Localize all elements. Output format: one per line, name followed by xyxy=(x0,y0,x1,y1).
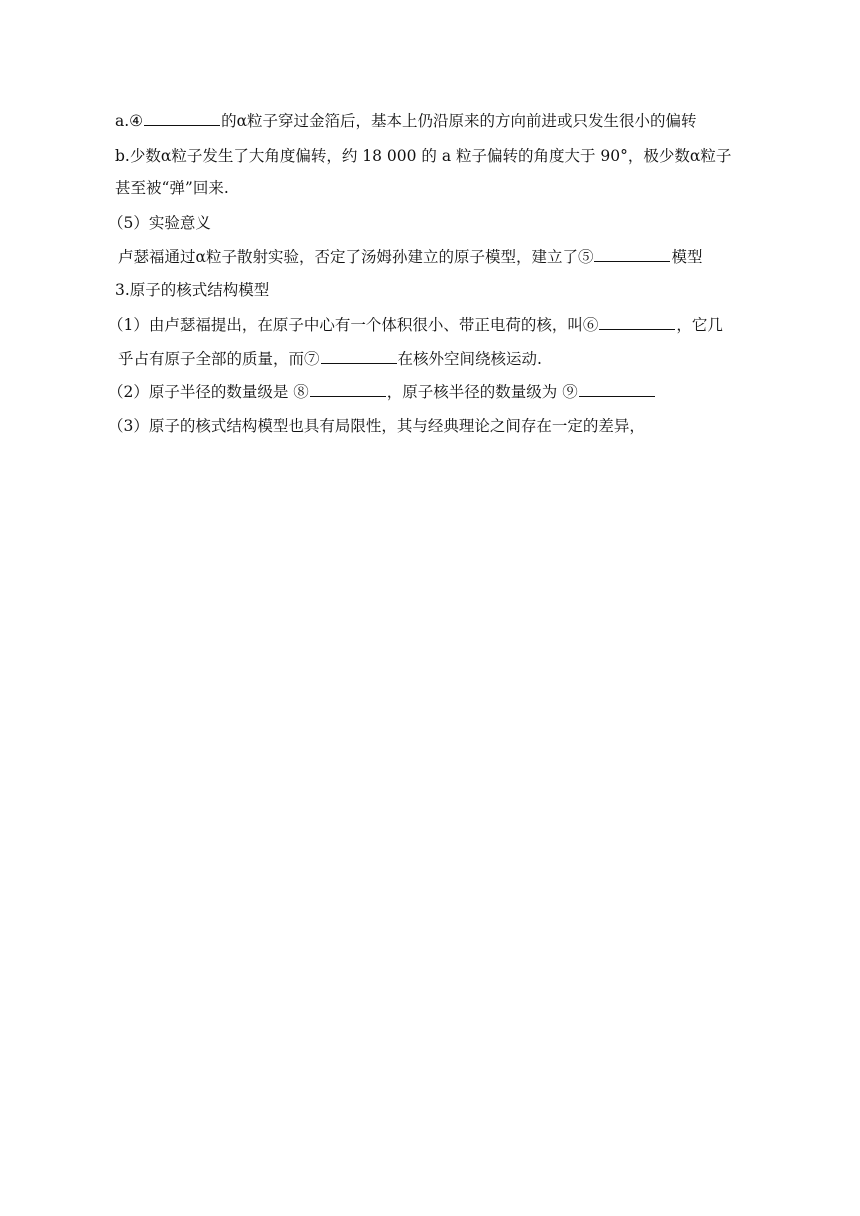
line-bounced-back xyxy=(115,178,229,198)
text-segment: （5）实验意义 xyxy=(108,214,211,232)
line-rutherford-model xyxy=(118,247,703,267)
line-section-heading-nuclear-model xyxy=(115,280,269,300)
answer-blank-4[interactable] xyxy=(144,111,220,126)
answer-blank-9[interactable] xyxy=(579,382,655,397)
line-electrons-orbit xyxy=(118,349,542,369)
answer-blank-8[interactable] xyxy=(310,382,386,397)
line-nucleus-definition xyxy=(108,315,723,335)
text-segment: ，原子核半径的数量级为 ⑨ xyxy=(386,383,578,401)
text-segment: （1）由卢瑟福提出，在原子中心有一个体积很小、带正电荷的核，叫⑥ xyxy=(108,316,599,334)
answer-blank-6[interactable] xyxy=(599,315,675,330)
line-model-limitations xyxy=(108,416,645,436)
text-segment: b.少数α粒子发生了大角度偏转，约 18 000 的 a 粒子偏转的角度大于 90°，极少数α粒子 xyxy=(115,147,732,165)
text-segment: 在核外空间绕核运动. xyxy=(397,350,542,368)
answer-blank-5[interactable] xyxy=(594,247,670,262)
line-large-angle-deflection xyxy=(115,146,731,166)
text-segment: 乎占有原子全部的质量，而⑦ xyxy=(118,350,320,368)
text-segment: 3.原子的核式结构模型 xyxy=(115,281,270,299)
text-segment: ，它几 xyxy=(676,316,723,334)
text-segment: 甚至被“弹”回来. xyxy=(115,179,229,197)
text-segment: a.④ xyxy=(115,112,144,130)
line-radius-magnitude xyxy=(108,382,656,402)
text-segment: 模型 xyxy=(671,248,703,266)
text-segment: 卢瑟福通过α粒子散射实验，否定了汤姆孙建立的原子模型，建立了⑤ xyxy=(118,248,594,266)
text-segment: （3）原子的核式结构模型也具有局限性，其与经典理论之间存在一定的差异， xyxy=(108,417,645,435)
line-alpha-pass-through xyxy=(115,111,697,131)
text-segment: 的α粒子穿过金箔后，基本上仍沿原来的方向前进或只发生很小的偏转 xyxy=(221,112,697,130)
answer-blank-7[interactable] xyxy=(321,349,397,364)
line-experiment-significance-heading xyxy=(108,213,211,233)
text-segment: （2）原子半径的数量级是 ⑧ xyxy=(108,383,309,401)
